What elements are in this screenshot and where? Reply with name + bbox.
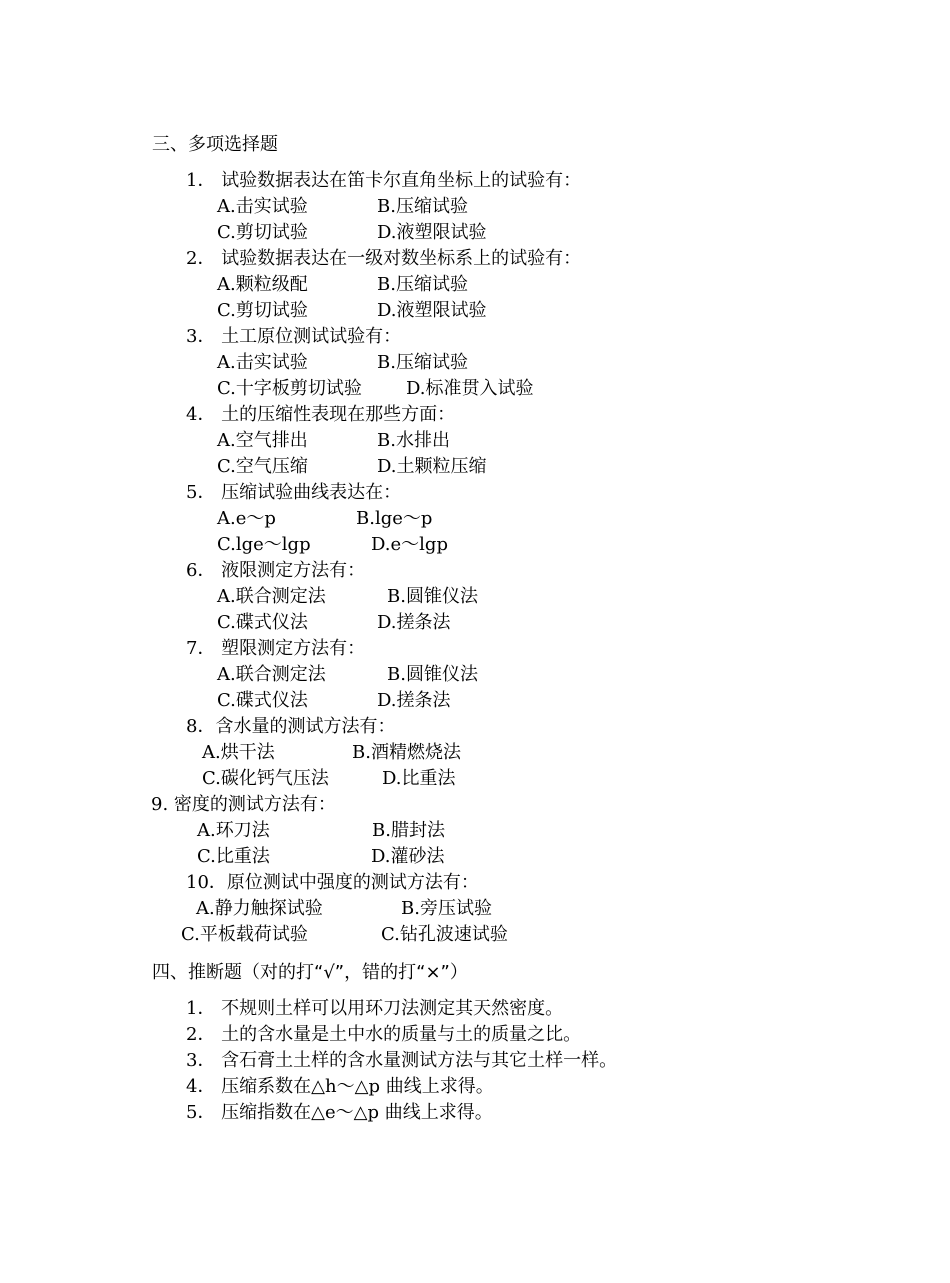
question-8-stem: 8．含水量的测试方法有：: [186, 716, 396, 737]
question-2-option-d: D.液塑限试验: [377, 300, 487, 321]
question-2-option-c: C.剪切试验: [217, 300, 308, 321]
judgement-item-3: 3． 含石膏土土样的含水量测试方法与其它土样一样。: [186, 1050, 618, 1071]
question-6-option-c: C.碟式仪法: [217, 612, 308, 633]
question-2-option-b: B.压缩试验: [377, 274, 468, 295]
question-7-option-a: A.联合测定法: [217, 664, 326, 685]
question-9-option-c: C.比重法: [197, 846, 270, 867]
question-10-stem: 10．原位测试中强度的测试方法有：: [186, 872, 479, 893]
question-8-option-b: B.酒精燃烧法: [352, 742, 461, 763]
question-7-option-b: B.圆锥仪法: [387, 664, 478, 685]
section-4-title: 四、推断题（对的打“√”，错的打“×”）: [152, 962, 468, 983]
question-1-option-a: A.击实试验: [217, 196, 308, 217]
question-4-option-d: D.土颗粒压缩: [377, 456, 487, 477]
question-4-stem: 4． 土的压缩性表现在那些方面：: [186, 404, 456, 425]
question-6-stem: 6． 液限测定方法有：: [186, 560, 366, 581]
judgement-item-5: 5． 压缩指数在△e～△p 曲线上求得。: [186, 1102, 493, 1123]
question-9-stem: 9. 密度的测试方法有：: [151, 794, 336, 815]
question-2-option-a: A.颗粒级配: [217, 274, 308, 295]
question-10-option-b: B.旁压试验: [401, 898, 492, 919]
question-2-stem: 2． 试验数据表达在一级对数坐标系上的试验有：: [186, 248, 582, 269]
question-3-option-c: C.十字板剪切试验: [217, 378, 362, 399]
question-3-option-b: B.压缩试验: [377, 352, 468, 373]
question-5-option-b: B.lge～p: [356, 508, 433, 529]
question-4-option-b: B.水排出: [377, 430, 450, 451]
judgement-item-4: 4． 压缩系数在△h～△p 曲线上求得。: [186, 1076, 494, 1097]
question-1-stem: 1． 试验数据表达在笛卡尔直角坐标上的试验有：: [186, 170, 582, 191]
section-3-title: 三、多项选择题: [152, 134, 278, 155]
question-7-option-d: D.搓条法: [377, 690, 451, 711]
question-8-option-a: A.烘干法: [202, 742, 275, 763]
question-9-option-d: D.灌砂法: [371, 846, 445, 867]
question-5-option-a: A.e～p: [217, 508, 276, 529]
question-9-option-b: B.腊封法: [372, 820, 445, 841]
question-6-option-d: D.搓条法: [377, 612, 451, 633]
question-7-option-c: C.碟式仪法: [217, 690, 308, 711]
question-8-option-d: D.比重法: [382, 768, 456, 789]
question-10-option-a: A.静力触探试验: [196, 898, 323, 919]
question-1-option-d: D.液塑限试验: [377, 222, 487, 243]
question-4-option-c: C.空气压缩: [217, 456, 308, 477]
question-5-option-c: C.lge～lgp: [217, 534, 311, 555]
question-3-option-d: D.标准贯入试验: [406, 378, 534, 399]
question-10-option-d: C.钻孔波速试验: [381, 924, 508, 945]
judgement-item-2: 2． 土的含水量是土中水的质量与土的质量之比。: [186, 1024, 582, 1045]
question-4-option-a: A.空气排出: [217, 430, 308, 451]
question-6-option-b: B.圆锥仪法: [387, 586, 478, 607]
question-10-option-c: C.平板载荷试验: [181, 924, 308, 945]
question-5-option-d: D.e～lgp: [371, 534, 448, 555]
question-1-option-c: C.剪切试验: [217, 222, 308, 243]
question-9-option-a: A.环刀法: [197, 820, 270, 841]
question-3-stem: 3． 土工原位测试试验有：: [186, 326, 402, 347]
question-1-option-b: B.压缩试验: [377, 196, 468, 217]
question-8-option-c: C.碳化钙气压法: [202, 768, 329, 789]
question-7-stem: 7． 塑限测定方法有：: [186, 638, 366, 659]
question-6-option-a: A.联合测定法: [217, 586, 326, 607]
question-5-stem: 5． 压缩试验曲线表达在：: [186, 482, 402, 503]
judgement-item-1: 1． 不规则土样可以用环刀法测定其天然密度。: [186, 998, 564, 1019]
question-3-option-a: A.击实试验: [217, 352, 308, 373]
